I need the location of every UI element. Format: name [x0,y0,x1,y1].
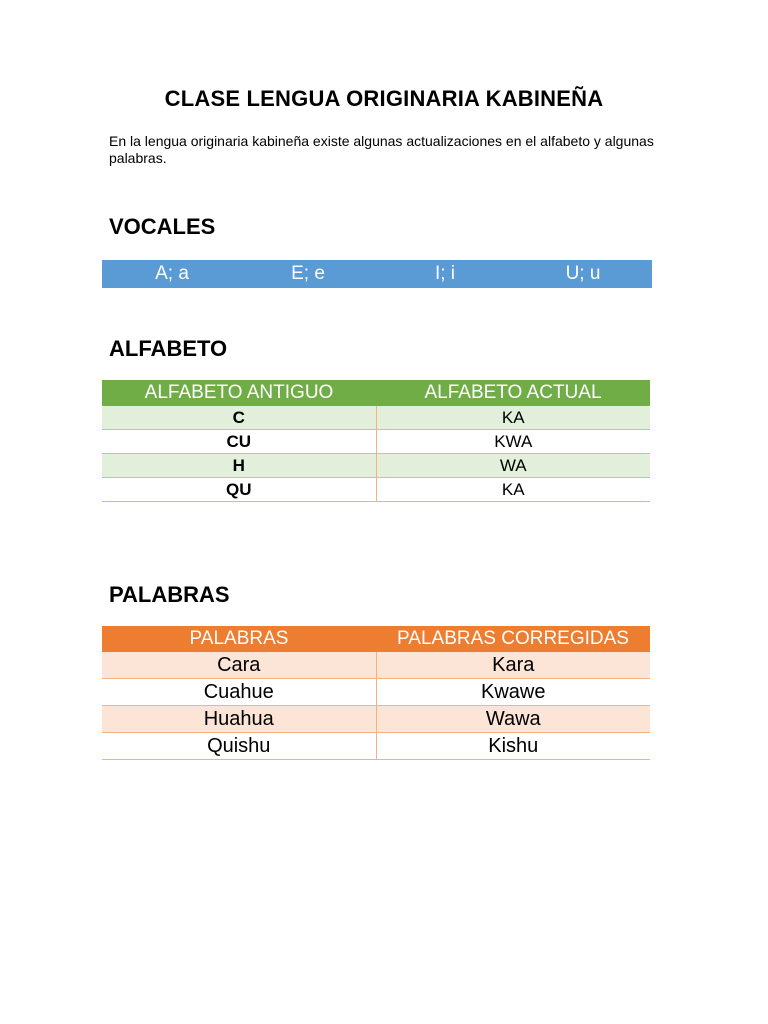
table-row [102,430,650,454]
column-header: PALABRAS [102,626,376,652]
table-row [102,478,650,502]
column-header: ALFABETO ACTUAL [376,380,650,406]
table-cell: Cara [102,652,376,679]
table-cell: KWA [376,430,650,454]
table-cell: H [102,454,376,478]
table-header-row [102,380,650,406]
table-row [102,679,650,706]
intro-paragraph: En la lengua originaria kabineña existe algunas actualizaciones en el alfabeto y algunas palabras. [109,133,654,166]
vowel-i: I; i [434,263,456,284]
vowel-u: U; u [565,263,601,284]
table-cell: WA [376,454,650,478]
vowel-a: A; a [155,263,189,284]
table-cell: Kwawe [376,679,650,706]
alfabeto-table [102,380,650,502]
table-row [102,652,650,679]
table-row [102,454,650,478]
table-cell: QU [102,478,376,502]
table-cell: Kishu [376,733,650,760]
vowels-bar [102,260,652,288]
vowel-e: E; e [291,263,325,284]
table-row [102,706,650,733]
table-cell: Quishu [102,733,376,760]
table-cell: Wawa [376,706,650,733]
table-cell: KA [376,406,650,430]
table-cell: Kara [376,652,650,679]
table-row [102,733,650,760]
table-cell: Cuahue [102,679,376,706]
palabras-table [102,626,650,760]
table-header-row [102,626,650,652]
vocales-heading: VOCALES [109,214,216,239]
table-cell: KA [376,478,650,502]
table-cell: CU [102,430,376,454]
table-cell: C [102,406,376,430]
table-cell: Huahua [102,706,376,733]
table-row [102,406,650,430]
alfabeto-heading: ALFABETO [109,336,228,361]
palabras-heading: PALABRAS [109,582,230,607]
column-header: ALFABETO ANTIGUO [102,380,376,406]
page-title: CLASE LENGUA ORIGINARIA KABINEÑA [164,86,604,111]
column-header: PALABRAS CORREGIDAS [376,626,650,652]
